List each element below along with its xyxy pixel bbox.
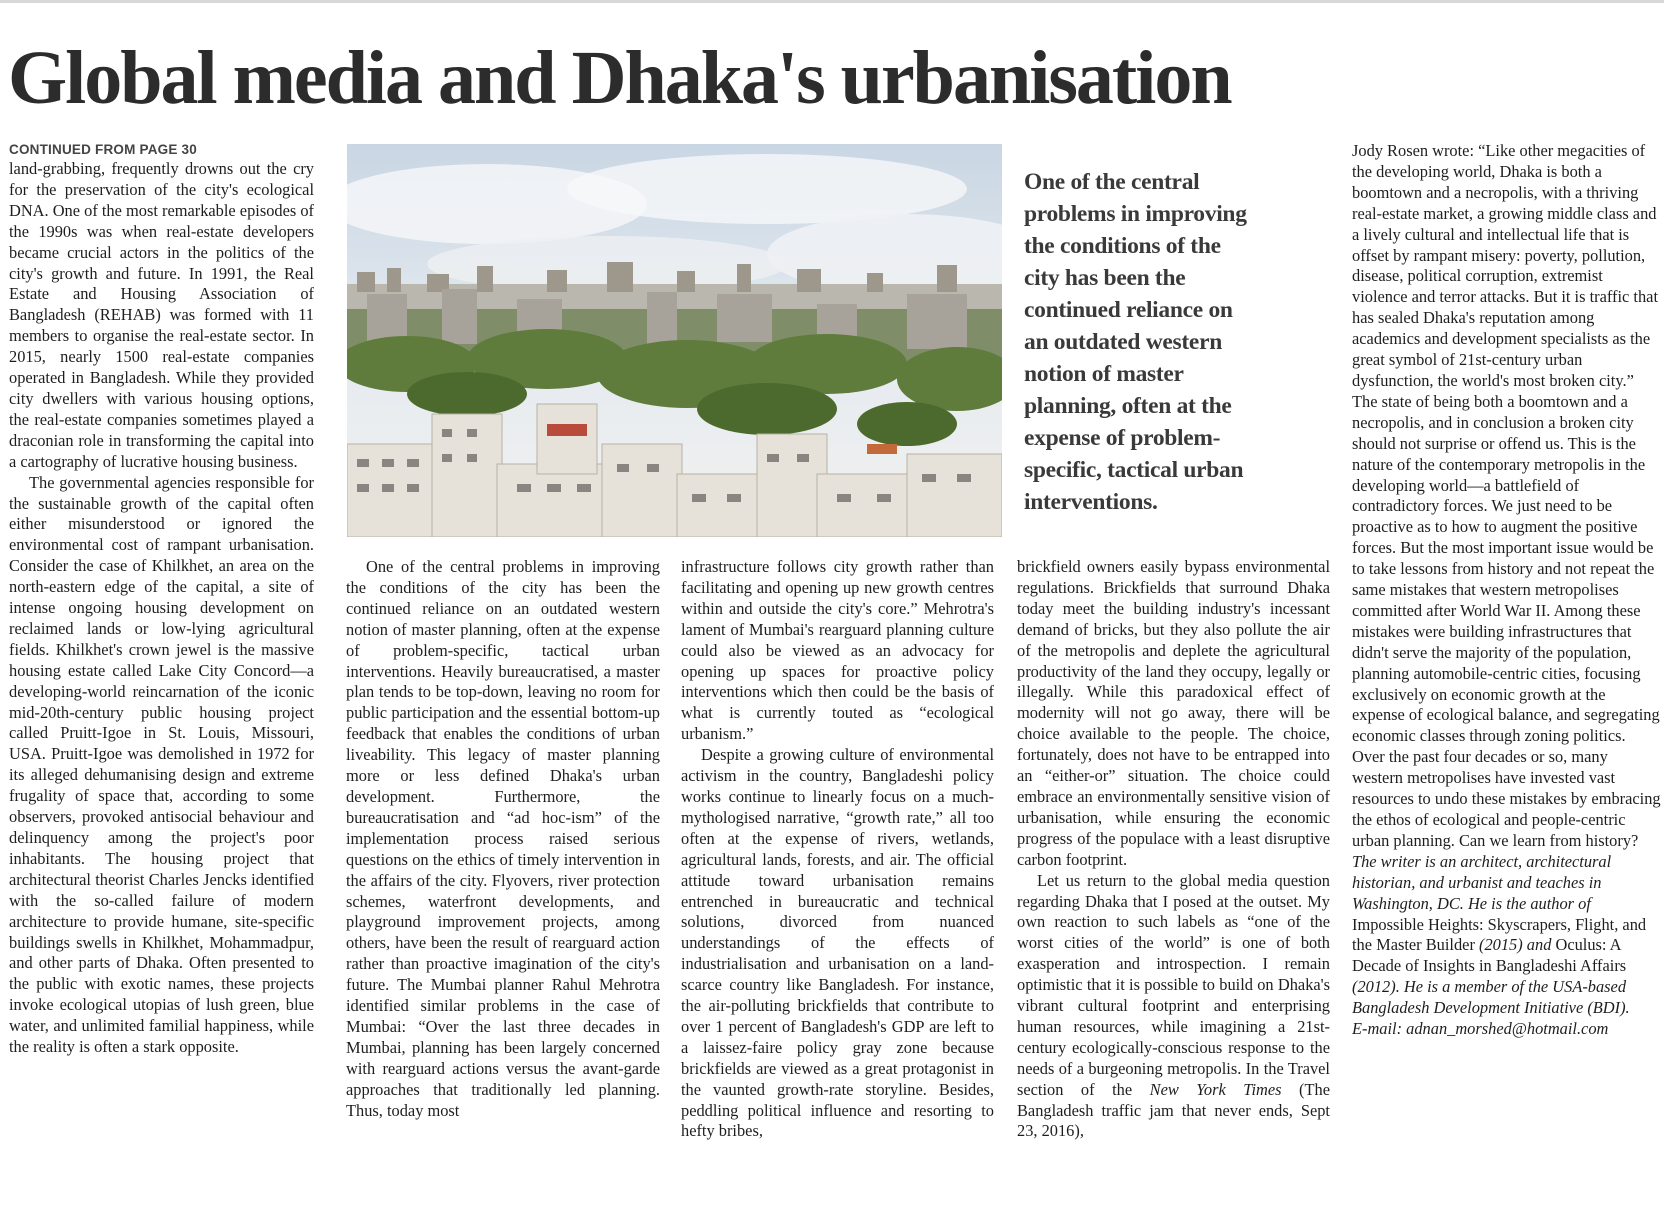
article-column-2 xyxy=(346,557,660,1202)
article-column-1 xyxy=(9,141,314,1201)
paragraph-tail: (The Bangladesh traffic jam that never ends, Sept 23, 2016), xyxy=(1017,1079,1330,1141)
newspaper-title: New York Times xyxy=(1149,1079,1282,1099)
bio-tail: (2012). He is a member of the USA-based Bangladesh Development Initiative (BDI). xyxy=(1352,977,1630,1018)
dhaka-skyline-photo xyxy=(347,144,1002,537)
author-bio xyxy=(1352,852,1662,1040)
bio-book-2: Oculus: A Decade of Insights in Bangladeshi Affairs xyxy=(1352,935,1627,976)
bio-lead: The writer is an architect, architectural historian, and urbanist and teaches in Washington, DC. He is the author of xyxy=(1352,851,1612,913)
bio-mid: (2015) and xyxy=(1474,935,1556,955)
article-column-3 xyxy=(681,557,994,1202)
continued-kicker: CONTINUED FROM PAGE 30 xyxy=(9,142,197,157)
bio-book-1: Impossible Heights: Skyscrapers, Flight, and the Master Builder xyxy=(1352,914,1647,955)
paragraph xyxy=(1017,871,1330,1143)
dhaka-skyline-image xyxy=(347,144,1002,537)
paragraph: Despite a growing culture of environmental activism in the country, Bangladeshi policy works continue to linearly focus on a much-mythologised narrative, “growth rate,” all too often at the expense of rivers, wetlands, agricultural lands, forests, and air. The official attitude toward urbanisation remains entrenched in bureaucratic and technical solutions, divorced from nuanced understandings of the effects of industrialisation and urbanisation on a land-scarce country like Bangladesh. For instance, the air-polluting brickfields that contribute to over 1 percent of Bangladesh's GDP are left to a laissez-faire policy gray zone because brickfields are viewed as a great protagonist in the vaunted growth-rate storyline. Besides, peddling political influence and resorting to hefty bribes, xyxy=(681,745,994,1141)
page-headline: Global media and Dhaka's urbanisation xyxy=(8,36,1231,120)
paragraph-text: Let us return to the global media question regarding Dhaka that I posed at the outset. My own reaction to such labels as “one of the worst cities of the world” is one of both exasperation and introspection. I remain optimistic that it is possible to build on Dhaka's vibrant cultural footprint and enterprising human resources, while imagining a 21st-century ecologically-conscious response to the needs of a burgeoning metropolis. In the Travel section of the xyxy=(1017,870,1330,1099)
author-email: E-mail: adnan_morshed@hotmail.com xyxy=(1352,1019,1609,1039)
article-column-4 xyxy=(1017,557,1330,1202)
paragraph: The governmental agencies responsible for the sustainable growth of the capital often either misunderstood or ignored the environmental cost of rampant urbanisation. Consider the case of Khilkhet, an area on the north-eastern edge of the capital, a site of intense ongoing housing development on reclaimed lands or low-lying agricultural fields. Khilkhet's crown jewel is the massive housing estate called Lake City Concord—a developing-world reincarnation of the iconic mid-20th-century public housing project called Pruitt-Igoe in St. Louis, Missouri, USA. Pruitt-Igoe was demolished in 1972 for its alleged dehumanising design and extreme frugality of space that, according to some observers, provoked antisocial behaviour and delinquency among the project's poor inhabitants. The housing project that architectural theorist Charles Jencks identified with the so-called failure of modern architecture to provide humane, site-specific buildings swells in Khilkhet, Mohammadpur, and other parts of Dhaka. Often presented to the public with exotic names, these projects invoke ecological utopias of lush green, blue water, and unlimited familial happiness, while the reality is often a stark opposite. xyxy=(9,472,314,1057)
paragraph: infrastructure follows city growth rather than facilitating and opening up new growth centres within and outside the city's core.” Mehrotra's lament of Mumbai's rearguard planning culture could also be viewed as an advocacy for opening up spaces for proactive policy interventions which then could be the basis of what is currently touted as “ecological urbanism.” xyxy=(681,557,994,744)
paragraph: brickfield owners easily bypass environmental regulations. Brickfields that surround Dhaka today meet the building industry's incessant demand of bricks, but they also pollute the air of the metropolis and deplete the agricultural productivity of the land they occupy, legally or illegally. While this paradoxical effect of modernity will not go away, there will be choice available to the people. The choice, fortunately, does not have to be entrapped into an “either-or” situation. The choice could embrace an environmentally sensitive vision of urbanisation, while ensuring the economic progress of the populace with a least disruptive carbon footprint. xyxy=(1017,557,1330,869)
top-rule xyxy=(0,0,1664,3)
paragraph: Jody Rosen wrote: “Like other megacities of the developing world, Dhaka is both a boomtown and a necropolis, with a thriving real-estate market, a growing middle class and a lively cultural and intellectual life that is offset by rampant misery: poverty, pollution, disease, political corruption, extremist violence and terror attacks. But it is traffic that has sealed Dhaka's reputation among academics and development specialists as the great symbol of 21st-century urban dysfunction, the world's most broken city.” The state of being both a boomtown and a necropolis, and in conclusion a broken city should not surprise or offend us. This is the nature of the contemporary metropolis in the developing world—a battlefield of contradictory forces. We just need to be proactive as to how to augment the positive forces. But the most important issue would be to take lessons from history and not repeat the same mistakes that western metropolises committed after World War II. Among these mistakes were building infrastructures that didn't serve the majority of the population, planning automobile-centric cities, focusing exclusively on economic growth at the expense of ecological balance, and segregating economic classes through zoning politics. Over the past four decades or so, many western metropolises have invested vast resources to undo these mistakes by embracing the ethos of ecological and people-centric urban planning. Can we learn from history? xyxy=(1352,141,1661,850)
pull-quote: One of the central problems in improving the conditions of the city has been the continued reliance on an outdated western notion of master planning, often at the expense of problem-specific, tactical urban interventions. xyxy=(1024,169,1247,515)
paragraph: One of the central problems in improving the conditions of the city has been the continued reliance on an outdated western notion of master planning, often at the expense of problem-specific, tactical urban interventions. Heavily bureaucratised, a master plan tends to be top-down, leaving no room for public participation and the essential bottom-up feedback that enables the conditions of urban liveability. This legacy of master planning more or less defined Dhaka's urban development. Furthermore, the bureaucratisation and “ad hoc-ism” of the implementation process raised serious questions on the ethics of timely intervention in the affairs of the city. Flyovers, river protection schemes, waterfront developments, and playground improvement projects, among others, have been the result of rearguard action rather than proactive imagination of the city's future. The Mumbai planner Rahul Mehrotra identified similar problems in the case of Mumbai: “Over the last three decades in Mumbai, planning has been largely concerned with rearguard actions versus the avant-garde approaches that traditionally led planning. Thus, today most xyxy=(346,557,660,1120)
paragraph: land-grabbing, frequently drowns out the cry for the preservation of the city's ecological DNA. One of the most remarkable episodes of the 1990s was when real-estate developers became crucial actors in the politics of the city's growth and future. In 1991, the Real Estate and Housing Association of Bangladesh (REHAB) was formed with 11 members to organise the real-estate sector. In 2015, nearly 1500 real-estate companies operated in Bangladesh. While they provided city dwellers with various housing options, the real-estate companies sometimes played a draconian role in transforming the capital into a cartography of lucrative housing business. xyxy=(9,159,314,471)
article-column-5 xyxy=(1352,141,1662,1204)
